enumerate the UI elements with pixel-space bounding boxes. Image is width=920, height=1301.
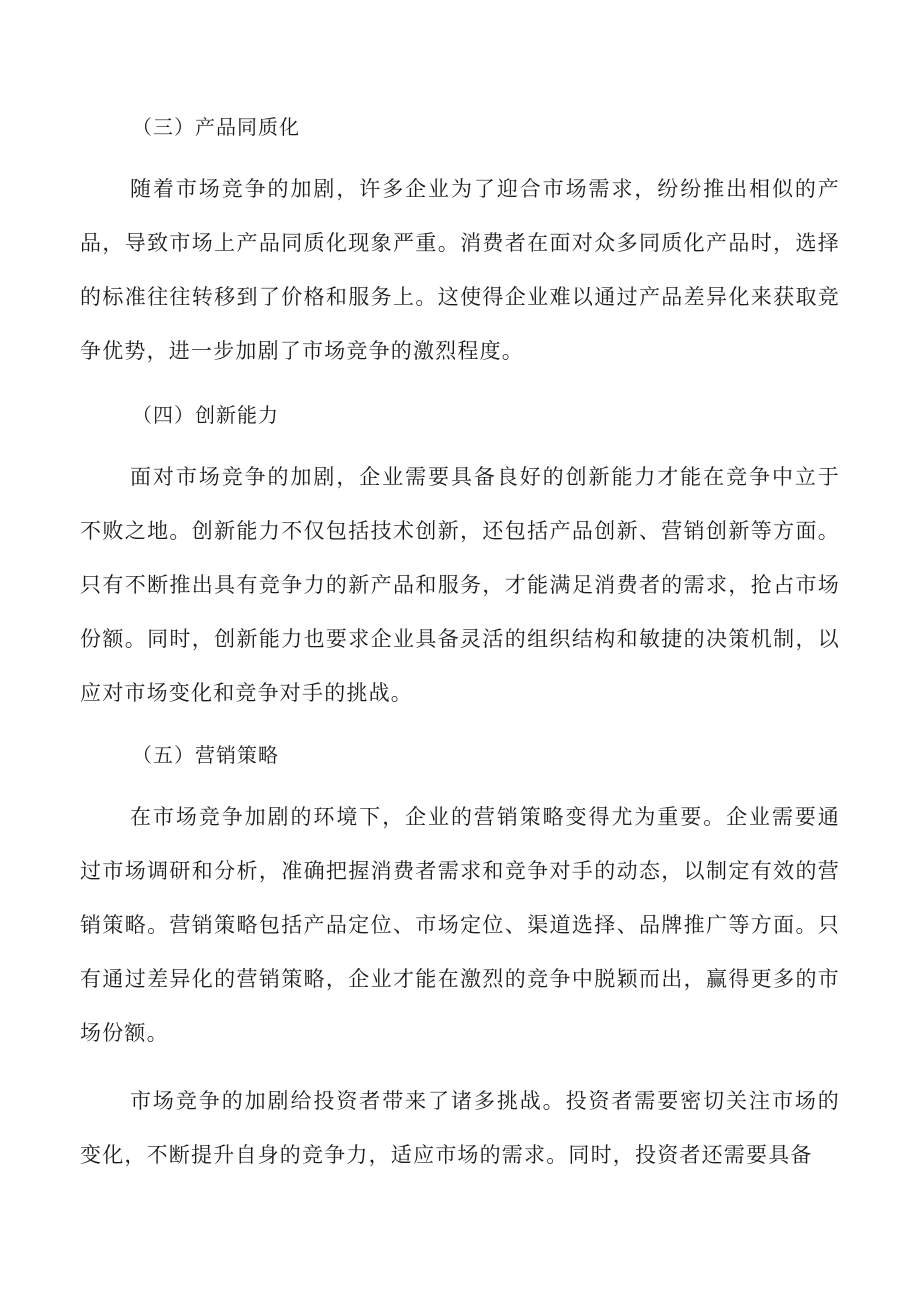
section-heading-5: （五）营销策略: [132, 743, 279, 767]
section-paragraph-3: 随着市场竞争的加剧，许多企业为了迎合市场需求，纷纷推出相似的产品，导致市场上产品同质化现象严重。消费者在面对众多同质化产品时，选择的标准往往转移到了价格和服务上。这使得企业难以通过产品差异化来获取竞争优势，进一步加剧了市场竞争的激烈程度。: [80, 177, 840, 363]
section-paragraph-4: 面对市场竞争的加剧，企业需要具备良好的创新能力才能在竞争中立于不败之地。创新能力不仅包括技术创新，还包括产品创新、营销创新等方面。只有不断推出具有竞争力的新产品和服务，才能满足消费者的需求，抢占市场份额。同时，创新能力也要求企业具备灵活的组织结构和敏捷的决策机制，以应对市场变化和竞争对手的挑战。: [80, 465, 840, 705]
section-heading-3: （三）产品同质化: [132, 115, 300, 139]
section-heading-4: （四）创新能力: [132, 403, 279, 427]
section-paragraph-5: 在市场竞争加剧的环境下，企业的营销策略变得尤为重要。企业需要通过市场调研和分析，准确把握消费者需求和竞争对手的动态，以制定有效的营销策略。营销策略包括产品定位、市场定位、渠道选择、品牌推广等方面。只有通过差异化的营销策略，企业才能在激烈的竞争中脱颖而出，赢得更多的市场份额。: [80, 805, 840, 1045]
closing-paragraph: 市场竞争的加剧给投资者带来了诸多挑战。投资者需要密切关注市场的变化，不断提升自身的竞争力，适应市场的需求。同时，投资者还需要具备: [80, 1089, 840, 1167]
